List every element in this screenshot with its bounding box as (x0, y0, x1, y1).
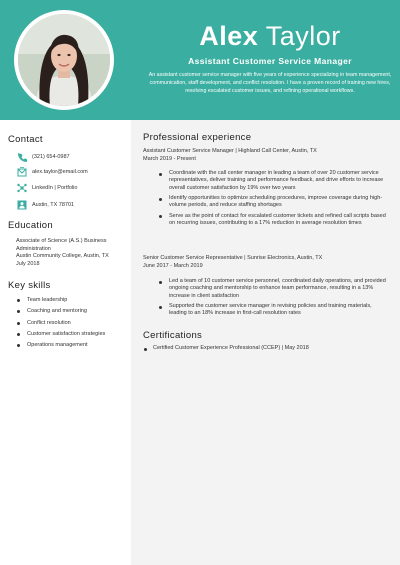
certifications-heading: Certifications (143, 330, 203, 341)
job-bullet: Serve as the point of contact for escalated customer tickets and refined call scripts based on recurring issues, contributing to a 17% reduction in average resolution times (156, 213, 388, 228)
job-header (143, 148, 393, 163)
skill-item: Customer satisfaction strategies (16, 329, 128, 340)
experience-heading: Professional experience (143, 132, 252, 143)
email-icon (16, 166, 28, 178)
skill-item: Conflict resolution (16, 318, 128, 329)
skill-item: Coaching and mentoring (16, 306, 128, 317)
job-bullets (156, 278, 388, 321)
phone-icon (16, 151, 28, 163)
job-dates: March 2019 - Present (143, 155, 196, 162)
skills-heading: Key skills (8, 280, 51, 291)
certification-item: Certified Customer Experience Professional (CCEP) | May 2018 (143, 345, 393, 353)
profile-photo-illustration (18, 14, 110, 106)
education-entry (16, 238, 128, 269)
contact-phone (16, 151, 70, 163)
contact-email[interactable] (16, 166, 88, 178)
skills-list (16, 295, 128, 351)
candidate-name (140, 20, 400, 52)
avatar (14, 10, 114, 110)
contact-location (16, 199, 74, 211)
contact-phone-text: (321) 654-0987 (32, 154, 70, 160)
header-banner (0, 0, 400, 120)
contact-email-text[interactable]: alex.taylor@email.com (32, 169, 88, 175)
skill-item: Team leadership (16, 295, 128, 306)
contact-heading: Contact (8, 134, 43, 145)
job-bullet: Identify opportunities to optimize scheduling procedures, improve coverage during high-volume periods, and reduce staffing shortages (156, 195, 388, 210)
contact-links-text[interactable]: LinkedIn | Portfolio (32, 185, 78, 191)
certifications-list (143, 345, 393, 353)
education-heading: Education (8, 220, 53, 231)
job-bullet: Coordinate with the call center manager in leading a team of over 20 customer service representatives, deliver training and performance feedback, and drive efforts to increase overall customer satisfaction by 19% over two years (156, 170, 388, 192)
education-date: July 2018 (16, 261, 40, 268)
education-degree: Associate of Science (A.S.) Business Administration (16, 238, 107, 252)
last-name: Taylor (265, 21, 341, 51)
job-title: Assistant Customer Service Manager (188, 56, 352, 66)
education-school: Austin Community College, Austin, TX (16, 253, 109, 260)
job-bullet: Led a team of 10 customer service personnel, coordinated daily operations, and provided ongoing coaching and mentorship to enhance team performance, resulting in a 13% increase in client satisfaction (156, 278, 388, 300)
location-icon (16, 199, 28, 211)
job-bullet: Supported the customer service manager in revising policies and training materials, leading to an 18% increase in first-call resolution rates (156, 303, 388, 318)
job-bullets (156, 170, 388, 231)
first-name: Alex (199, 21, 259, 51)
summary-text: An assistant customer service manager with five years of experience specializing in team management, communication, staff development, and conflict resolution. I have a proven record of training new hires, resolving escalated customer issues, and refining operational workflows. (148, 72, 392, 94)
job-header (143, 255, 393, 270)
contact-location-text: Austin, TX 78701 (32, 202, 75, 208)
network-icon (16, 182, 28, 194)
job-dates: June 2017 - March 2019 (143, 262, 203, 269)
skill-item: Operations management (16, 340, 128, 351)
job-role: Senior Customer Service Representative | Sunrise Electronics, Austin, TX (143, 255, 323, 261)
contact-links[interactable] (16, 182, 77, 194)
job-role: Assistant Customer Service Manager | Highland Call Center, Austin, TX (143, 148, 317, 154)
profile-photo (18, 14, 110, 106)
